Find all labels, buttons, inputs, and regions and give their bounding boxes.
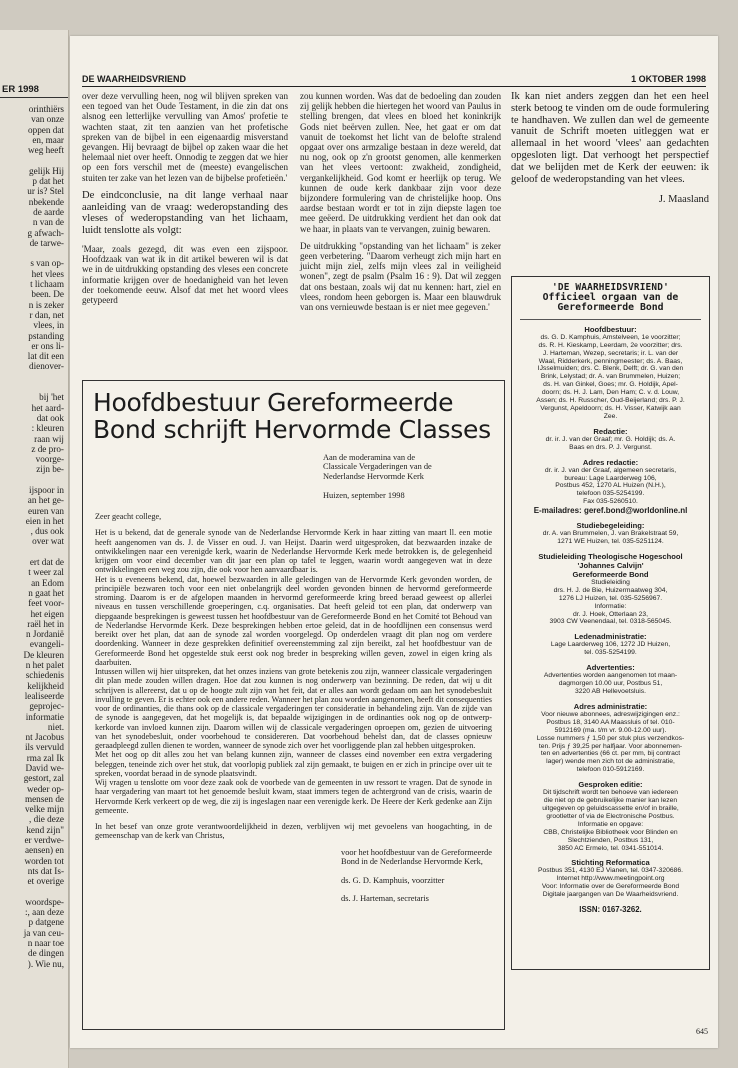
section-body: Postbus 351, 4130 EJ Vianen, tel. 0347-320686. Internet http://www.meetingpoint.org Voor: Informatie over de Gereformeerde Bond Digitale jaargangen van De Waarheidsvriend. (537, 867, 684, 899)
running-header (82, 74, 706, 87)
colophon-section-study (518, 521, 703, 546)
issn-number: ISSN: 0167-3262. (579, 905, 642, 915)
colophon-section-administration (518, 702, 703, 774)
section-body: Voor nieuwe abonnees, adreswijzigingen enz.: Postbus 18, 3140 AA Maassluis of tel. 010- 5912169 (ma. t/m vr. 9.00-12.00 uur). Losse nummers ƒ 1,50 per stuk plus verzendkos- ten. Prijs ƒ 39,25 per halfjaar. Voor abonnemen- ten en advertenties (66 ct. per mm, bij contract lager) wende men zich tot de administratie, telefoon 010-5912169. (536, 710, 685, 774)
article-quote: 'Maar, zoals gezegd, dit was even een zijspoor. Hoofdzaak van wat ik in dit artikel beweren wil is dat we in de uitdrukking opstanding des vleses een concrete informatie krijgen over de hoedanigheid van het leven der toekomende eeuw. Alsof dat met het woord vlees getypeerd (82, 244, 288, 306)
letter-paragraph: In het besef van onze grote verantwoordelijkheid in dezen, verblijven wij met gevoelens van hoogachting, in de gemeenschap van de kerk van Christus, (95, 822, 492, 841)
article-column-3 (511, 91, 709, 206)
section-heading: Hoofdbestuur: (584, 324, 637, 334)
issue-date: 1 OKTOBER 1998 (631, 74, 706, 84)
article-column-1 (82, 91, 288, 312)
signoff-chairman: ds. G. D. Kamphuis, voorzitter (341, 875, 445, 885)
colophon-section-editors (518, 427, 703, 452)
colophon-box (511, 276, 710, 970)
letter-box (82, 380, 505, 1030)
section-body: dr. A. van Brummelen, J. van Brakelstraat 59, 1271 WE Huizen, tel. 035-5251124. (542, 530, 679, 546)
section-heading: Stichting Reformatica (571, 858, 650, 868)
section-heading: Gesproken editie: (578, 780, 643, 790)
section-heading: Studiebegeleiding: (576, 521, 645, 531)
letter-salutation: Zeer geacht college, (95, 512, 162, 522)
article-paragraph: zou kunnen worden. Was dat de bedoeling dan zouden zij gelijk hebben die hiertegen het woord van Paulus in stelling brengen, dat vlees en bloed het koninkrijk Gods niet beërven zullen. Nee, het gaat er om dat vanuit de toekomst het licht van de belofte stralend opgaat over ons armzalige bestaan in deze wereld, dat nu nog, ook op z'n grootst genomen, alle kenmerken van het vlees vertoont: zwakheid, zondigheid, vergankelijkheid. God komt er heerlijk op terug. We kunnen de oude kerk dankbaar zijn voor deze bijzondere formulering van de christelijke hoop. Ons aardse bestaan wordt er tot in zijn diepste lagen toe mee geëerd. De uitdrukking verdient het dan ook dat we haar, in plaats van te vervangen, zuinig bewaren. (300, 91, 501, 234)
section-body: dr. ir. J. van der Graaf; mr. G. Holdijk; ds. A. Baas en drs. P. J. Vergunst. (545, 435, 676, 451)
section-body: dr. ir. J. van der Graaf, algemeen secretaris, bureau: Lage Laarderweg 106, Postbus 452, 1270 AL Huizen (N.H.), telefoon 035-5254199. Fax 035-5260510. (544, 466, 677, 506)
section-heading: Ledenadministratie: (574, 632, 647, 642)
letter-date: Huizen, september 1998 (323, 491, 405, 501)
publication-name: DE WAARHEIDSVRIEND (82, 74, 187, 84)
colophon-divider (520, 319, 701, 320)
article-paragraph: over deze vervulling heen, nog wil blijven spreken van een tegoed van het Oude Testament, in die zin dat ons alsnog een letterlijke vervulling van Amos' profetie te wachten staat, zit ten aanzien van het profetische spreken van de bijbel in een eigenaardig misverstand gevangen. Hij bevraagt de bijbel op zaken waar die het helemaal niet over heeft. Onnodig te zeggen dat we hier op een fors verschil met de (meeste) evangelischen stuiten ter zake van het lezen van de bijbelse profetieën.' (82, 91, 288, 183)
section-heading: Advertenties: (586, 663, 635, 673)
colophon-section-board (518, 325, 703, 421)
section-body: Dit tijdschrift wordt ten behoeve van iedereen die niet op de gebruikelijke manier kan lezen uitgegeven op geluidscassette en/of in braille, grootletter of via de Electronische Postbus. Informatie en opgave: CBB, Christelijke Bibliotheek voor Blinden en Slechtzienden, Postbus 131, 3850 AC Ermelo, tel. 0341-551014. (542, 789, 679, 852)
section-body: Lage Laarderweg 106, 1272 JD Huizen, tel. 035-5254199. (550, 641, 671, 657)
colophon-section-seminary (518, 552, 703, 626)
section-heading: Adres administratie: (573, 701, 648, 711)
signoff-secretary: ds. J. Harteman, secretaris (341, 893, 429, 903)
page-number: 645 (696, 1027, 708, 1036)
letter-paragraph: Het is u eveneens bekend, dat, hoewel bezwaarden in alle geledingen van de Hervormde Kerk gevonden worden, de principiële bezwaren toch voor een niet onbelangrijk deel worden gevonden binnen de hervormd gereformeerde stroming. Daarom is er de afgelopen maanden in hervormd gereformeerde kring breed beraad geweest op allerlei niveaus en tussen verschillende groeperingen, c.q. organisaties. Dat heeft geleid tot een plan, dat onderwerp van diepgaande besprekingen is geweest tussen het hoofdbestuur van de Gereformeerde Bond en het Comité tot Behoud van de Nederlandse Hervormde Kerk. Deze besprekingen hebben ertoe geleid, dat in de hoofdlijnen een consensus werd bereikt over het plan, dat aan de synode zal worden voorgelegd. Op onderdelen vraagt dit plan nog om verdere doordenking. Wanneer in deze gesprekken definitief overeenstemming zal zijn bereikt, zal het hoofdbestuur van de Gereformeerde Bond het opgestelde stuk eerst ook nog breder in bespreking willen geven, zowel in eigen kring als daarbuiten. (95, 574, 492, 667)
letter-paragraph: Wij vragen u tenslotte om voor deze zaak ook de voorbede van de gemeenten in uw ressort te vragen. Dat de synode in haar vergadering van maart tot het genoemde besluit kwam, staat immers tegen de achtergrond van de crisis, waarin de Hervormde Kerk verkeert op de weg, die zij is ingeslagen naar een verenigde kerk. De Heere der Kerk gedenke aan Zijn gemeente. (95, 778, 492, 815)
previous-page-header: ER 1998 (0, 30, 68, 98)
letter-paragraph: Het is u bekend, dat de generale synode van de Nederlandse Hervormde Kerk in haar zitting van maart ll. een motie heeft aangenomen van ds. J. de Visser en oud. J. van Heijst. Daarin werd uitgesproken, dat bezwaarden inzake de ontwikkelingen naar een verenigde kerk, waarin de Nederlandse Hervormde Kerk mede betrokken is, de gelegenheid krijgen om voor eind december van dit jaar een plan op tafel te leggen, waarin wordt aangegeven wat in deze ontwikkelingen een weg zou zijn, die ook voor hen aanvaardbaar is. (95, 528, 492, 575)
letter-body (95, 512, 492, 841)
letter-title: Hoofdbestuur Gereformeerde Bond schrijft Hervormde Classes (93, 388, 491, 444)
colophon-section-audio (518, 780, 703, 852)
article-column-2 (300, 91, 501, 319)
article-paragraph: Ik kan niet anders zeggen dan het een heel sterk betoog te vinden om de oude formulering te handhaven. We zullen dan wel de gemeente vanuit de Schrift moeten uitleggen wat er allemaal in het woord 'vlees' aan gedachten opgesloten ligt. Dat verhoogt het perspectief dat we belijden met de Kerk der eeuwen: ik geloof de wederopstanding van het vlees. (511, 91, 709, 185)
section-heading: Adres redactie: (582, 457, 639, 467)
colophon-section-ads (518, 663, 703, 696)
section-body: ds. G. D. Kamphuis, Amstelveen, 1e voorzitter; ds. R. H. Kieskamp, Leerdam, 2e voorzitter; drs. J. Harteman, Wezep, secretaris; ir. L. van der Waal, Ridderkerk, penningmeester; ds. A. Baas, IJsselmuiden; drs. C. Blenk, Delft; dr. G. van den Brink, Lelystad; dr. A. van Brummelen, Huizen; ds. H. van Ginkel, Goes; mr. G. Holdijk, Apel- doorn; ds. H. J. Lam, Den Ham; C. v. d. Louw, Assen; ds. H. Russcher, Oud-Beijerland; drs. P. J. Vergunst, Apeldoorn; ds. H. Visser, Katwijk aan Zee. (536, 333, 685, 420)
section-body: Advertenties worden aangenomen tot maan- dagmorgen 10.00 uur, Postbus 51, 3220 AB Hellevoetsluis. (543, 672, 678, 695)
previous-page-strip (0, 30, 69, 1068)
author-signature: J. Maasland (658, 194, 709, 206)
colophon-section-reformatica (518, 858, 703, 899)
section-heading: Studieleiding Theologische Hogeschool 'Johannes Calvijn' Gereformeerde Bond (538, 551, 683, 579)
article-paragraph: De eindconclusie, na dit lange verhaal naar aanleiding van de vraag: wederopstanding des vleses of wederopstanding van het lichaam, luidt tenslotte als volgt: (82, 189, 288, 237)
colophon-section-members (518, 632, 703, 657)
colophon-section-editorial-address (518, 458, 703, 516)
section-heading: Redactie: (593, 426, 628, 436)
letter-paragraph: Intussen willen wij hier uitspreken, dat het onzes inziens van grote betekenis zou zijn, wanneer classicale vergaderingen dit plan mede zouden willen dragen. Hoe dat zou kunnen is nog onderwerp van bezinning. De reden, dat wij u dit schrijven is allereerst, dat u op de hoogte zult zijn van het feit, dat er alles aan wordt gedaan om aan het synodebesluit invulling te geven. Er is echter ook een andere reden. Wanneer het plan zou worden aangenomen, heeft dit consequenties voor de ordinanties, die thans ook op de classicale vergaderingen ter consideratie in behandeling zijn. Van de zijde van de synode is aangegeven, dat het mogelijk is, dat bepaalde wijzigingen in de ordinanties ook nog op de ontwerp-kerkorde van invloed kunnen zijn. Daarom willen wij de classicale vergaderingen oproepen om, gezien de uitvoering van het synodebesluit, onder voorbehoud te considereren. Dat voorbehoud behelst dan, dat de classes opnieuw geraadpleegd zullen dienen te worden, wanneer de synode zich over het voorliggende plan zal hebben uitgesproken. (95, 667, 492, 751)
previous-page-text: orinthiërs van onze oppen dat en, maar weg heeft gelijk Hij p dat het ur is? Stel nbekende de aarde n van de g afwach- de tarwe- s van op- het vlees t lichaam been. De n is zeker r dan, net vlees, in pstanding er ons li- lat dit een dienover- bij 'het het aard- dat ook : kleuren raan wij z de pro- voorge- zijn be- ijspoor in an het ge- euren van eien in het , dus ook over wat ert dat de t weer zal an Edom n gaat het feet voor- het eigen raël het in n Jordanië evangeli- De kleuren n het palet schiedenis kelijkheid lealiseerde geprojec- informatie niet. nt Jacobus ils vervuld rma zal Ik David we- gestort, zal weder op- mensen de velke mijn , die deze kend zijn" er verdwe- aensen) en worden tot nts dat Is- et overige woordspe- :, aan deze p datgene ja van ceu- n naar toe de dingen ). Wie nu, (23, 104, 64, 969)
signoff-line: voor het hoofdbestuur van de Gereformeerde Bond in de Nederlandse Hervormde Kerk, (341, 847, 492, 867)
email-address[interactable]: E-mailadres: geref.bond@worldonline.nl (533, 506, 688, 516)
colophon-name: 'DE WAARHEIDSVRIEND' (552, 282, 669, 293)
letter-signoff (341, 848, 504, 904)
section-body: Studieleiding drs. H. J. de Bie, Huizermaatweg 304, 1276 LJ Huizen, tel. 035-5256967. Informatie: dr. J. Hoek, Otterlaan 23, 3903 CW Veenendaal, tel. 0318-565045. (549, 578, 672, 626)
magazine-page (70, 36, 718, 1048)
colophon-subtitle: Officieel orgaan van de Gereformeerde Bond (542, 292, 679, 314)
article-paragraph: De uitdrukking "opstanding van het lichaam" is zeker geen verbetering. "Daarom verheugt zich mijn hart en juicht mijn ziel, zelfs mijn vlees zal in veiligheid wonen", zegt de psalm (Psalm 16 : 9). Dat wil zeggen dat ons bestaan, zoals wij dat nu kennen: hart, ziel en vlees, rondom heen geborgen is. Maar een blauwdruk van ons vernieuwde bestaan is er niet mee gegeven.' (300, 240, 501, 313)
letter-paragraph: Met het oog op dit alles zou het van belang kunnen zijn, wanneer de classes eind november een extra vergadering beleggen, teneinde zich over het stuk, dat voorlopig publiek zal zijn gemaakt, te buigen en er zich in principe over uit te spreken, voordat beraad in de synode plaatsvindt. (95, 750, 492, 778)
letter-address: Aan de moderamina van de Classicale Vergaderingen van de Nederlandse Hervormde Kerk (323, 453, 432, 481)
